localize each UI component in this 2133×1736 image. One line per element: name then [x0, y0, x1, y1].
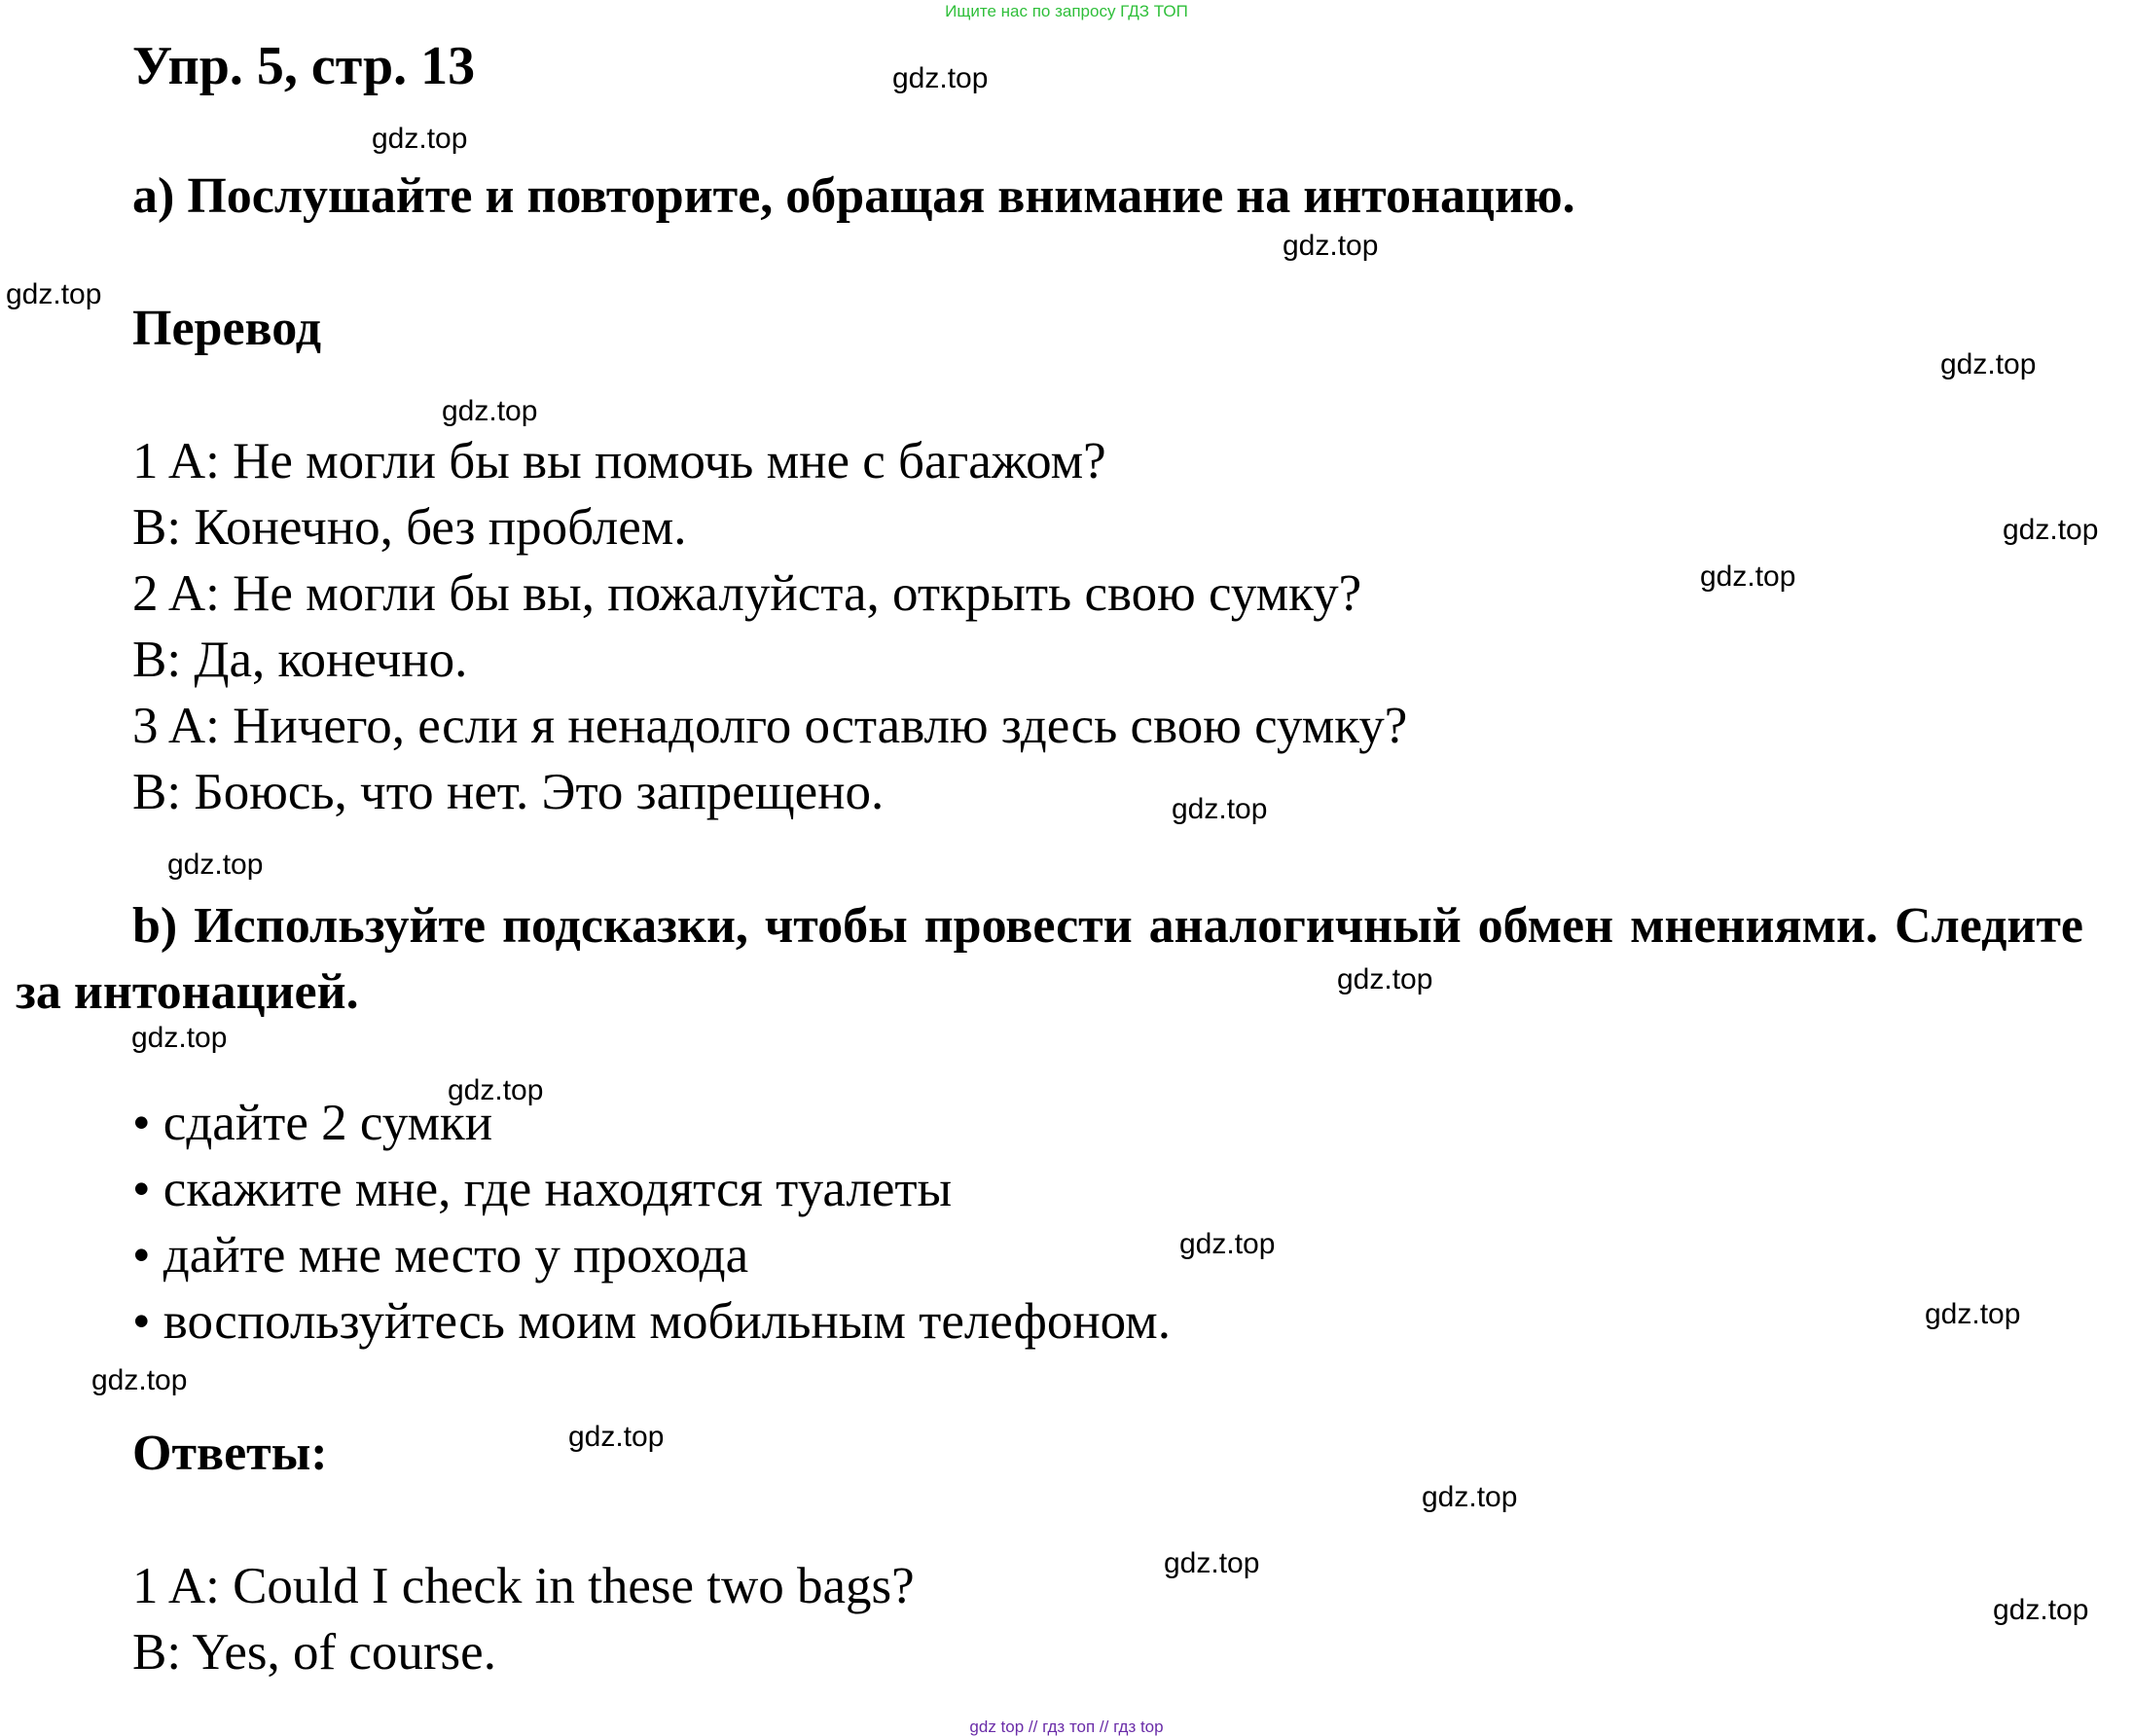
prompt-item: • воспользуйтесь моим мобильным телефоном. [132, 1293, 1171, 1350]
watermark: gdz.top [1337, 963, 1433, 995]
watermark: gdz.top [1164, 1547, 1260, 1579]
exercise-title: Упр. 5, стр. 13 [132, 36, 476, 96]
prompt-item: • дайте мне место у прохода [132, 1227, 749, 1284]
translation-heading: Перевод [132, 301, 322, 356]
watermark: gdz.top [892, 62, 989, 94]
watermark: gdz.top [568, 1421, 665, 1453]
watermark: gdz.top [131, 1022, 228, 1054]
watermark: gdz.top [1422, 1481, 1518, 1513]
task-a-heading: a) Послушайте и повторите, обращая внимание на интонацию. [132, 168, 1575, 224]
task-b-paragraph: b) Используйте подсказки, чтобы провести аналогичный обмен мнениями. Следите за интонацией. [16, 898, 2083, 1020]
watermark: gdz.top [448, 1074, 544, 1106]
bottom-banner-link[interactable]: gdz top // гдз топ // гдз top [969, 1718, 1164, 1736]
watermark: gdz.top [2003, 514, 2099, 546]
answers-heading: Ответы: [132, 1426, 328, 1481]
translation-line: B: Боюсь, что нет. Это запрещено. [132, 764, 885, 820]
watermark: gdz.top [1172, 793, 1268, 825]
watermark: gdz.top [91, 1364, 188, 1396]
watermark: gdz.top [1179, 1228, 1276, 1260]
prompt-item: • скажите мне, где находятся туалеты [132, 1161, 953, 1217]
top-banner-link[interactable]: Ищите нас по запросу ГДЗ ТОП [945, 2, 1188, 20]
watermark: gdz.top [6, 278, 102, 310]
translation-line: B: Конечно, без проблем. [132, 499, 687, 556]
translation-line: 3 A: Ничего, если я ненадолго оставлю здесь свою сумку? [132, 698, 1408, 754]
watermark: gdz.top [1925, 1298, 2021, 1330]
watermark: gdz.top [167, 849, 264, 881]
watermark: gdz.top [1283, 230, 1379, 262]
translation-line: 2 A: Не могли бы вы, пожалуйста, открыть свою сумку? [132, 565, 1362, 622]
watermark: gdz.top [1700, 561, 1796, 593]
answer-line: B: Yes, of course. [132, 1624, 496, 1681]
translation-line: 1 A: Не могли бы вы помочь мне с багажом? [132, 433, 1106, 489]
watermark: gdz.top [1993, 1594, 2089, 1626]
watermark: gdz.top [372, 123, 468, 155]
answer-line: 1 A: Could I check in these two bags? [132, 1558, 915, 1614]
translation-line: B: Да, конечно. [132, 632, 468, 688]
prompt-item: • сдайте 2 сумки [132, 1095, 493, 1151]
watermark: gdz.top [442, 395, 538, 427]
watermark: gdz.top [1940, 348, 2037, 380]
